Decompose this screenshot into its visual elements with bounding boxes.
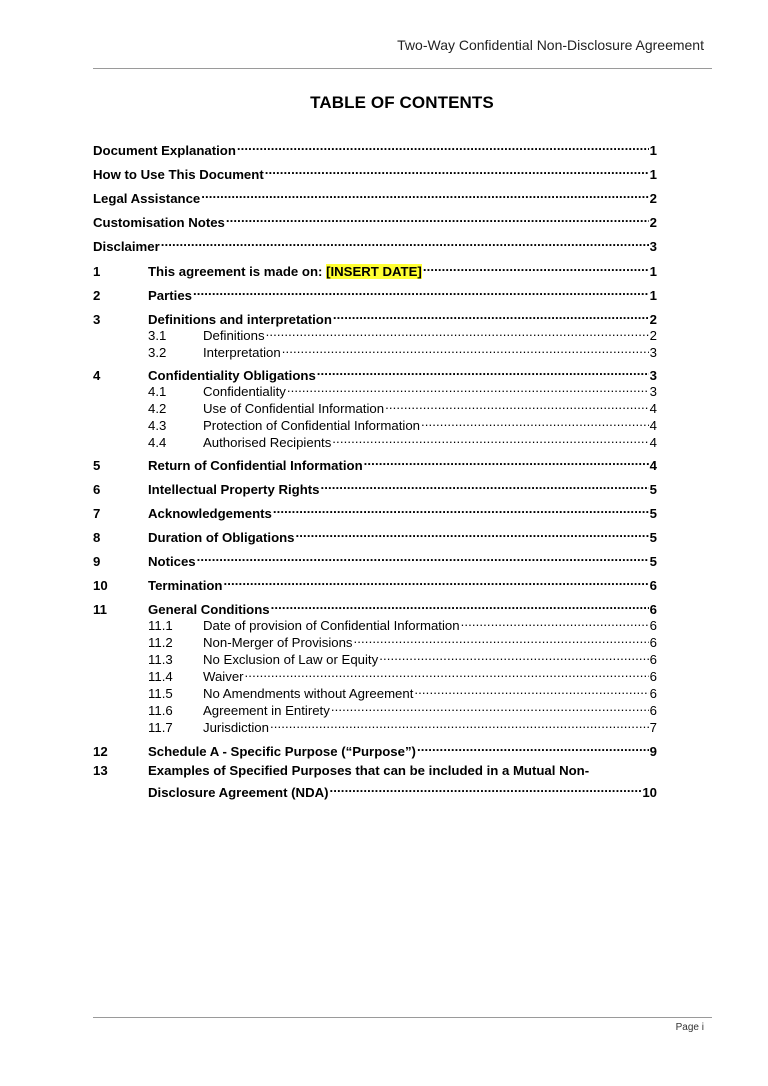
- toc-entry-title: Use of Confidential Information: [203, 401, 385, 416]
- toc-leader-dots: [384, 396, 649, 413]
- toc-leader-dots: [332, 306, 649, 324]
- toc-entry-title: No Exclusion of Law or Equity: [203, 652, 379, 667]
- toc-leader-dots: [413, 681, 648, 698]
- toc-entry-13-line2[interactable]: [148, 779, 657, 800]
- toc-entry-5[interactable]: [93, 452, 657, 473]
- toc-entry-number: 12: [93, 744, 108, 759]
- toc-entry-title: Return of Confidential Information: [148, 458, 363, 473]
- toc-leader-dots: [353, 630, 649, 647]
- toc-entry-title-line1: Examples of Specified Purposes that can be included in a Mutual Non-: [148, 763, 590, 778]
- toc-entry-number: 4.1: [148, 384, 167, 399]
- toc-entry-12[interactable]: [93, 738, 657, 759]
- toc-leader-dots: [192, 282, 649, 300]
- toc-entry-title: Definitions: [203, 328, 265, 343]
- toc-entry-page: 1: [649, 167, 657, 182]
- toc-leader-dots: [416, 738, 649, 756]
- toc-entry-title: No Amendments without Agreement: [203, 686, 414, 701]
- toc-entry-3[interactable]: [93, 306, 657, 327]
- toc-entry-number: 9: [93, 554, 101, 569]
- toc-leader-dots: [319, 476, 648, 494]
- toc-entry-page: 2: [649, 191, 657, 206]
- toc-entry-title: Confidentiality: [203, 384, 286, 399]
- toc-entry-number: 5: [93, 458, 101, 473]
- toc-leader-dots: [363, 452, 649, 470]
- toc-entry-11-3[interactable]: [93, 647, 657, 667]
- toc-entry-title: Termination: [148, 578, 223, 593]
- toc-entry-title: Disclaimer: [93, 239, 160, 254]
- toc-entry-7[interactable]: [93, 500, 657, 521]
- toc-entry-4-3[interactable]: [93, 413, 657, 433]
- toc-entry-title: Jurisdiction: [203, 720, 269, 735]
- toc-entry-number: 4.3: [148, 418, 167, 433]
- toc-entry-how-to-use[interactable]: [93, 161, 657, 182]
- toc-entry-4[interactable]: [93, 362, 657, 383]
- toc-entry-page: 2: [649, 312, 657, 327]
- toc-entry-number: 11.6: [148, 703, 173, 718]
- footer-page-number: Page i: [675, 1022, 704, 1033]
- toc-leader-dots: [316, 362, 649, 380]
- toc-entry-11-6[interactable]: [93, 698, 657, 718]
- toc-entry-title: Notices: [148, 554, 196, 569]
- toc-leader-dots: [295, 524, 649, 542]
- toc-leader-dots: [329, 779, 642, 797]
- toc-entry-title: Legal Assistance: [93, 191, 201, 206]
- toc-entry-11-4[interactable]: [93, 664, 657, 684]
- toc-leader-dots: [281, 340, 649, 357]
- toc-entry-number: 11.3: [148, 652, 173, 667]
- toc-leader-dots: [331, 430, 648, 447]
- toc-leader-dots: [244, 664, 649, 681]
- toc-leader-dots: [225, 209, 649, 227]
- toc-leader-dots: [196, 548, 649, 566]
- toc-entry-title: Acknowledgements: [148, 506, 272, 521]
- toc-leader-dots: [236, 137, 649, 155]
- toc-entry-page: 6: [649, 703, 657, 718]
- toc-entry-9[interactable]: [93, 548, 657, 569]
- toc-entry-4-4[interactable]: [93, 430, 657, 450]
- toc-leader-dots: [286, 379, 649, 396]
- toc-entry-page: 6: [649, 578, 657, 593]
- toc-entry-page: 6: [649, 602, 657, 617]
- toc-entry-page: 1: [649, 143, 657, 158]
- toc-entry-page: 1: [649, 288, 657, 303]
- toc-entry-6[interactable]: [93, 476, 657, 497]
- toc-entry-number: 3: [93, 312, 101, 327]
- toc-leader-dots: [223, 572, 649, 590]
- toc-entry-page: 5: [649, 506, 657, 521]
- toc-entry-13-line1[interactable]: [93, 762, 657, 780]
- toc-entry-number: 2: [93, 288, 101, 303]
- toc-entry-page: 4: [649, 458, 657, 473]
- toc-entry-title: Disclosure Agreement (NDA): [148, 785, 329, 800]
- toc-entry-number: 6: [93, 482, 101, 497]
- toc-entry-4-1[interactable]: [93, 379, 657, 399]
- table-of-contents: [93, 0, 657, 900]
- toc-entry-number: 11.4: [148, 669, 173, 684]
- toc-leader-dots: [378, 647, 648, 664]
- toc-entry-title: Non-Merger of Provisions: [203, 635, 353, 650]
- toc-entry-page: 4: [649, 418, 657, 433]
- toc-leader-dots: [270, 596, 649, 614]
- toc-entry-number: 8: [93, 530, 101, 545]
- toc-entry-11-7[interactable]: [93, 715, 657, 735]
- toc-entry-number: 3.1: [148, 328, 167, 343]
- toc-entry-number: 11.7: [148, 720, 173, 735]
- toc-entry-title: Parties: [148, 288, 192, 303]
- toc-entry-page: 6: [649, 635, 657, 650]
- toc-entry-title: Authorised Recipients: [203, 435, 332, 450]
- toc-entry-number: 7: [93, 506, 101, 521]
- toc-entry-page: 6: [649, 686, 657, 701]
- toc-entry-11[interactable]: [93, 596, 657, 617]
- toc-entry-title: How to Use This Document: [93, 167, 264, 182]
- toc-leader-dots: [265, 323, 649, 340]
- toc-entry-page: 4: [649, 401, 657, 416]
- toc-entry-number: 4: [93, 368, 101, 383]
- toc-entry-title-text: This agreement is made on:: [148, 264, 327, 279]
- toc-entry-number: 4.2: [148, 401, 167, 416]
- toc-leader-dots: [160, 233, 649, 251]
- toc-entry-3-2[interactable]: [93, 340, 657, 360]
- toc-entry-title: General Conditions: [148, 602, 270, 617]
- toc-entry-11-5[interactable]: [93, 681, 657, 701]
- toc-entry-page: 2: [649, 215, 657, 230]
- toc-entry-customisation-notes[interactable]: [93, 209, 657, 230]
- toc-entry-number: 3.2: [148, 345, 167, 360]
- toc-entry-3-1[interactable]: [93, 323, 657, 343]
- toc-entry-title: Confidentiality Obligations: [148, 368, 316, 383]
- toc-entry-page: 2: [649, 328, 657, 343]
- toc-entry-number: 13: [93, 763, 108, 778]
- toc-leader-dots: [460, 613, 649, 630]
- footer-divider: [93, 1017, 712, 1018]
- toc-entry-title: Agreement in Entirety: [203, 703, 330, 718]
- toc-entry-number: 11.1: [148, 618, 173, 633]
- toc-leader-dots: [264, 161, 649, 179]
- toc-entry-title: Protection of Confidential Information: [203, 418, 420, 433]
- toc-entry-11-1[interactable]: [93, 613, 657, 633]
- toc-entry-title: Schedule A - Specific Purpose (“Purpose”): [148, 744, 416, 759]
- toc-entry-2[interactable]: [93, 282, 657, 303]
- toc-entry-page: 6: [649, 618, 657, 633]
- toc-entry-page: 1: [649, 264, 657, 279]
- toc-entry-page: 7: [649, 720, 657, 735]
- toc-entry-number: 11: [93, 602, 107, 617]
- toc-entry-8[interactable]: [93, 524, 657, 545]
- toc-entry-number: 10: [93, 578, 108, 593]
- toc-entry-page: 5: [649, 482, 657, 497]
- toc-entry-title: Intellectual Property Rights: [148, 482, 320, 497]
- toc-entry-number: 1: [93, 264, 101, 279]
- document-header-title: Two-Way Confidential Non-Disclosure Agreement: [397, 37, 704, 53]
- insert-date-placeholder: [INSERT DATE]: [326, 264, 422, 279]
- toc-entry-page: 3: [649, 368, 657, 383]
- toc-entry-title: Waiver: [203, 669, 244, 684]
- toc-entry-4-2[interactable]: [93, 396, 657, 416]
- toc-entry-title: Date of provision of Confidential Information: [203, 618, 460, 633]
- toc-entry-page: 3: [649, 239, 657, 254]
- toc-entry-page: 10: [642, 785, 657, 800]
- toc-entry-page: 3: [649, 345, 657, 360]
- toc-entry-title: Customisation Notes: [93, 215, 225, 230]
- toc-entry-11-2[interactable]: [93, 630, 657, 650]
- toc-leader-dots: [420, 413, 649, 430]
- toc-leader-dots: [272, 500, 649, 518]
- toc-entry-number: 4.4: [148, 435, 167, 450]
- toc-entry-number: 11.5: [148, 686, 173, 701]
- toc-entry-page: 6: [649, 652, 657, 667]
- toc-entry-page: 3: [649, 384, 657, 399]
- toc-entry-1[interactable]: [93, 258, 657, 279]
- toc-leader-dots: [422, 258, 649, 276]
- toc-entry-number: 11.2: [148, 635, 173, 650]
- toc-entry-page: 4: [649, 435, 657, 450]
- toc-entry-legal-assistance[interactable]: [93, 185, 657, 206]
- toc-entry-page: 5: [649, 554, 657, 569]
- toc-entry-title: Duration of Obligations: [148, 530, 295, 545]
- toc-entry-disclaimer[interactable]: [93, 233, 657, 254]
- toc-leader-dots: [200, 185, 648, 203]
- toc-entry-10[interactable]: [93, 572, 657, 593]
- toc-entry-page: 6: [649, 669, 657, 684]
- toc-leader-dots: [269, 715, 649, 732]
- toc-heading: TABLE OF CONTENTS: [310, 93, 494, 112]
- toc-entry-title: [148, 263, 422, 281]
- toc-entry-page: 9: [649, 744, 657, 759]
- toc-leader-dots: [330, 698, 649, 715]
- toc-entry-title: Interpretation: [203, 345, 281, 360]
- toc-entry-title: Document Explanation: [93, 143, 236, 158]
- toc-entry-title: Definitions and interpretation: [148, 312, 332, 327]
- toc-entry-page: 5: [649, 530, 657, 545]
- toc-entry-document-explanation[interactable]: [93, 137, 657, 158]
